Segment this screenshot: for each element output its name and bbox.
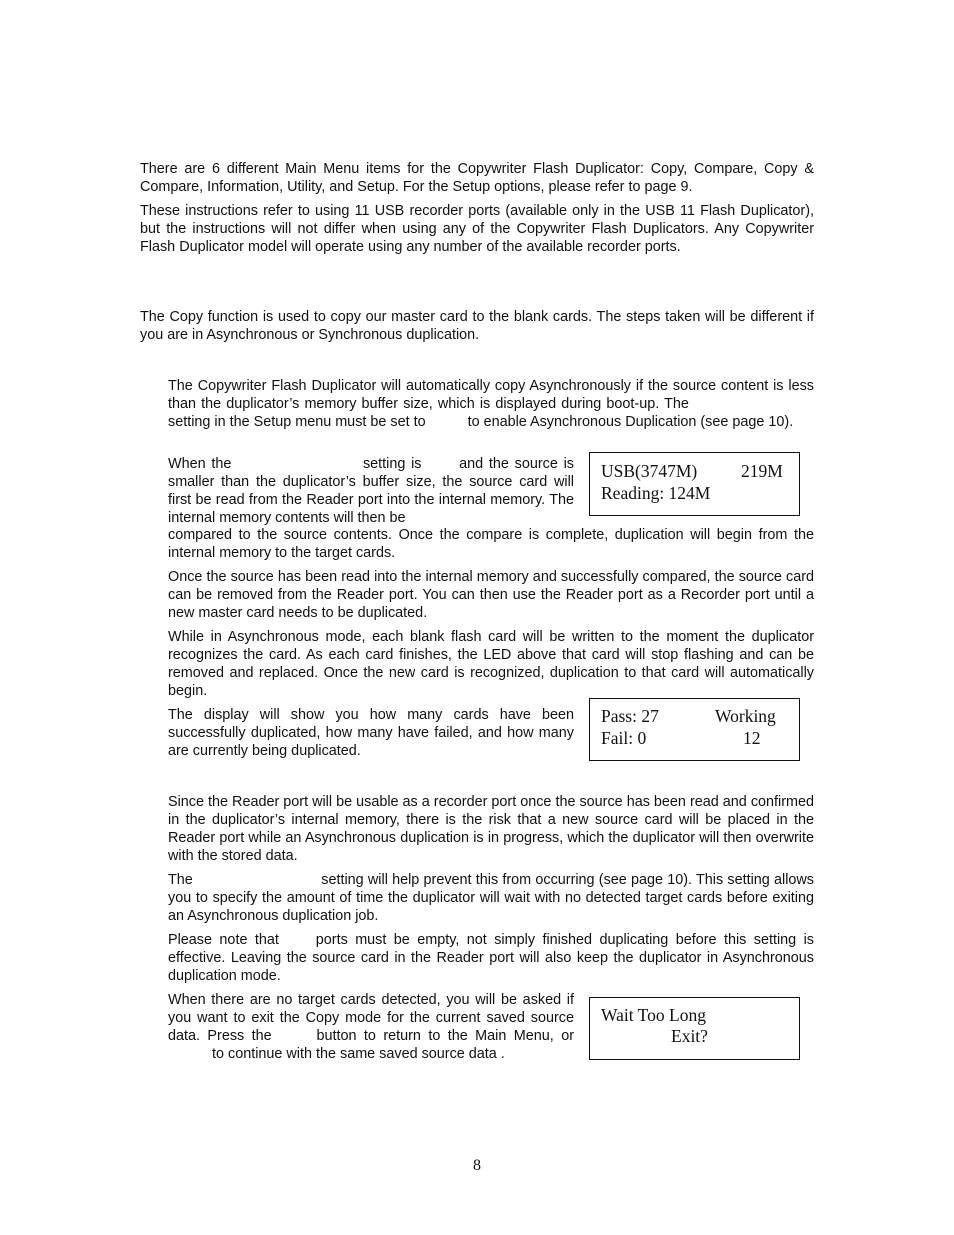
lcd-display-status (589, 698, 800, 761)
async-paragraph-2 (168, 455, 574, 527)
lcd-reading-size: 219M (741, 461, 783, 481)
wait-p3-part-a: Please note that (168, 932, 279, 948)
lcd-status-working-count: 12 (743, 728, 761, 748)
async-paragraph-3: Once the source has been read into the internal memory and successfully compared, the source card can be removed from the Reader port. You can then use the Reader port as a Recorder port until a new master card needs to be duplicated. (168, 569, 814, 621)
wait-p4-part-a: When there are no target cards detected, you will be asked if you want to exit the Copy mode for the current saved source data. Press the (168, 992, 574, 1044)
async-paragraph-1 (168, 377, 814, 431)
wait-p4-part-c: to continue with the same saved source data . (212, 1046, 505, 1062)
lcd-display-exit (589, 997, 800, 1060)
wait-p2-part-a: The (168, 872, 193, 888)
lcd-display-reading (589, 452, 800, 516)
async-p2-part-a: When the (168, 456, 232, 472)
wait-p4-part-b: button to return to the Main Menu, or (316, 1028, 574, 1044)
async-p2-part-b: setting is (362, 456, 422, 472)
async-paragraph-5: The display will show you how many cards have been successfully duplicated, how many have failed, and how many are currently being duplicated. (168, 707, 574, 759)
async-p1-part-b: setting in the Setup menu must be set to (168, 414, 426, 430)
wait-paragraph-2 (168, 871, 814, 925)
async-p2-part-c: and the source is smaller than the duplicator’s buffer size, the source card will first be read from the Reader port into the internal memory. The internal memory contents will then be (168, 456, 575, 526)
copy-paragraph-1: The Copy function is used to copy our master card to the blank cards. The steps taken will be different if you are in Asynchronous or Synchronous duplication. (140, 309, 814, 343)
wait-paragraph-3 (168, 931, 814, 985)
lcd-exit-message: Wait Too Long (601, 1005, 706, 1025)
page-number: 8 (473, 1157, 481, 1174)
wait-p2-part-b: setting will help prevent this from occurring (see page 10). This setting allows you to specify the amount of time the duplicator will wait with no detected target cards before exiting an Asynchronous duplication job. (168, 872, 815, 924)
lcd-status-fail: Fail: 0 (601, 728, 647, 748)
async-p1-part-c: to enable Asynchronous Duplication (see page 10). (467, 414, 794, 430)
wait-paragraph-4 (168, 991, 574, 1063)
intro-paragraph-1: There are 6 different Main Menu items for the Copywriter Flash Duplicator: Copy, Compare, Copy & Compare, Information, Utility, and Setup. For the Setup options, please refer to page 9. (140, 161, 814, 195)
lcd-status-pass: Pass: 27 (601, 706, 659, 726)
wait-p3-part-b: ports must be empty, not simply finished duplicating before this setting is effective. Leaving the source card in the Reader port will also keep the duplicator in Asynchronous duplication mode. (168, 932, 815, 984)
async-paragraph-4: While in Asynchronous mode, each blank flash card will be written to the moment the duplicator recognizes the card. As each card finishes, the LED above that card will stop flashing and can be removed and replaced. Once the new card is recognized, duplication to that card will automatically begin. (168, 629, 814, 699)
lcd-status-working-label: Working (715, 706, 776, 726)
lcd-exit-prompt: Exit? (671, 1026, 708, 1046)
async-paragraph-2-continued: compared to the source contents. Once the compare is complete, duplication will begin from the internal memory to the target cards. (168, 527, 814, 561)
intro-paragraph-2: These instructions refer to using 11 USB recorder ports (available only in the USB 11 Flash Duplicator), but the instructions will not differ when using any of the Copywriter Flash Duplicators. Any Copywriter Flash Duplicator model will operate using any number of the available recorder ports. (140, 203, 814, 255)
async-p1-part-a: The Copywriter Flash Duplicator will automatically copy Asynchronously if the source content is less than the duplicator’s memory buffer size, which is displayed during boot-up. The (168, 378, 814, 412)
lcd-reading-device: USB(3747M) (601, 461, 698, 481)
lcd-reading-progress: Reading: 124M (601, 483, 711, 503)
wait-paragraph-1: Since the Reader port will be usable as a recorder port once the source has been read and confirmed in the duplicator’s internal memory, there is the risk that a new source card will be placed in the Reader port while an Asynchronous duplication is in progress, which the duplicator will then overwrite with the stored data. (168, 794, 814, 864)
